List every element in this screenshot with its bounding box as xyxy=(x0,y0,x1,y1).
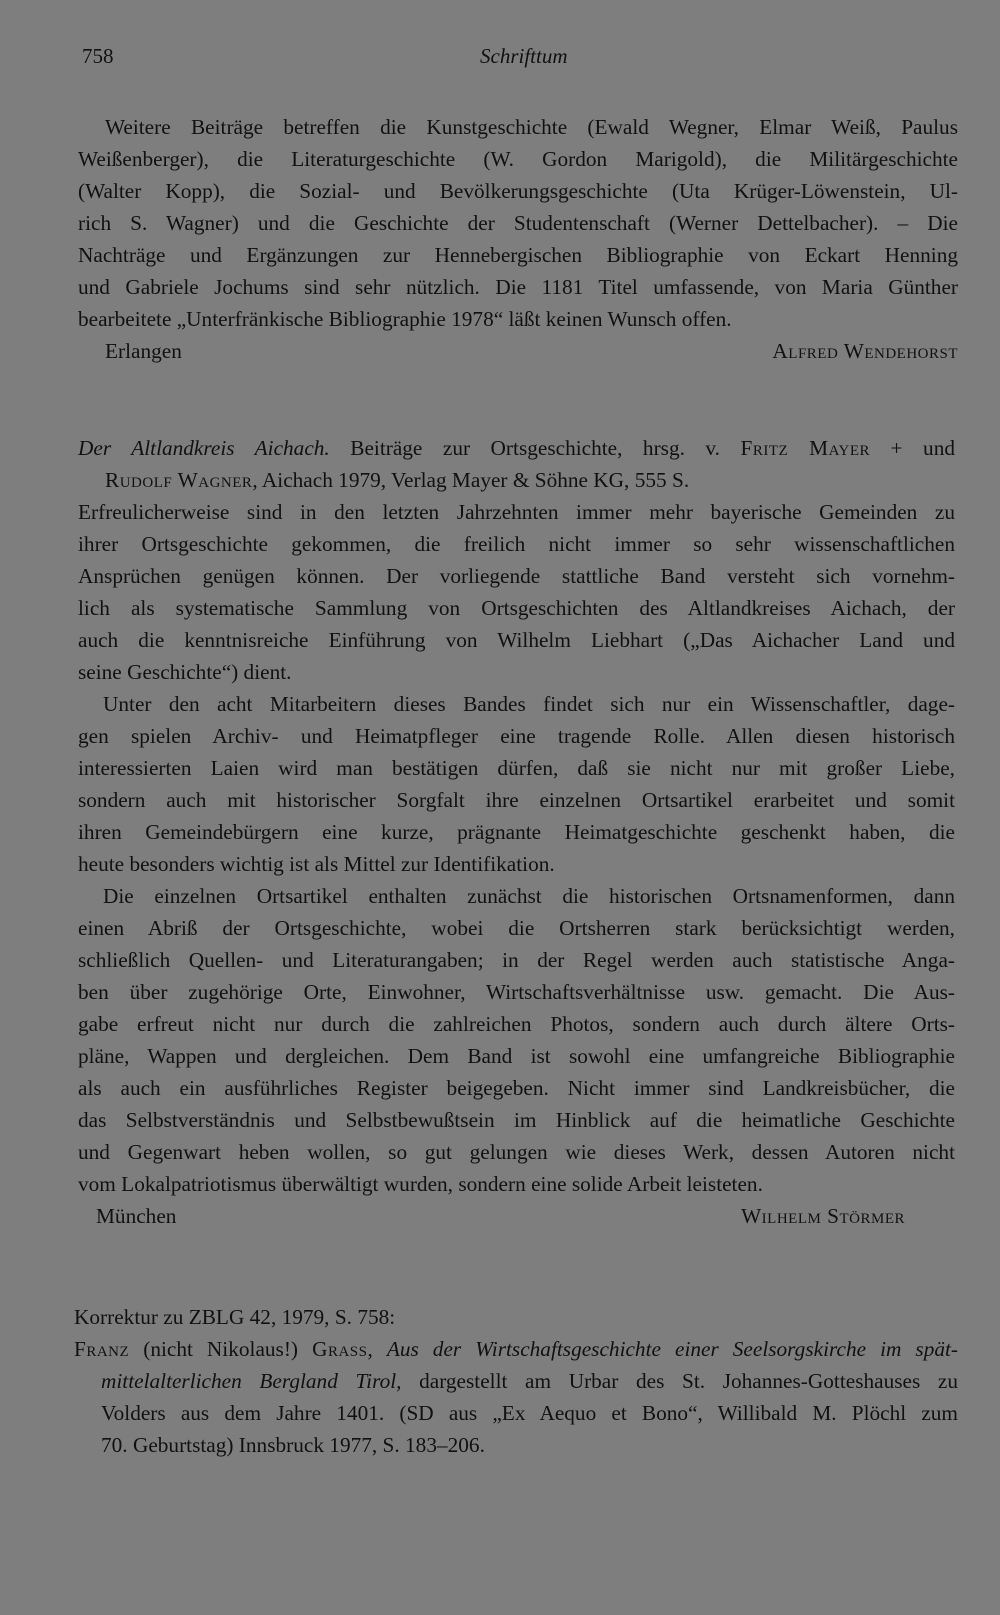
text-line: sondern auch mit historischer Sorgfalt ihre einzelnen Ortsartikel erarbeitet und somit xyxy=(78,788,955,812)
text-line: bearbeitete „Unterfränkische Bibliographie 1978“ läßt keinen Wunsch offen. xyxy=(78,307,732,331)
correction-line: Volders aus dem Jahre 1401. (SD aus „Ex Aequo et Bono“, Willibald M. Plöchl zum xyxy=(101,1401,958,1425)
text-line: schließlich Quellen- und Literaturangaben; in der Regel werden auch statistische Anga- xyxy=(78,948,955,972)
page-header xyxy=(82,44,568,74)
text-line: seine Geschichte“) dient. xyxy=(78,660,292,684)
correction-line: mittelalterlichen Bergland Tirol, dargestellt am Urbar des St. Johannes-Gotteshauses zu xyxy=(101,1369,958,1393)
text-line: Die einzelnen Ortsartikel enthalten zunächst die historischen Ortsnamenformen, dann xyxy=(103,884,955,908)
bibliographic-entry-line-2: Rudolf Wagner, Aichach 1979, Verlag Mayer & Söhne KG, 555 S. xyxy=(105,468,690,492)
text-line: (Walter Kopp), die Sozial- und Bevölkerungsgeschichte (Uta Krüger-Löwenstein, Ul- xyxy=(78,179,958,203)
text-line: als auch ein ausführliches Register beigegeben. Nicht immer sind Landkreisbücher, die xyxy=(78,1076,955,1100)
review-author: Wilhelm Störmer xyxy=(741,1204,905,1228)
text-line: ihrer Ortsgeschichte gekommen, die freilich nicht immer so sehr wissenschaftlichen xyxy=(78,532,955,556)
correction-line: Franz (nicht Nikolaus!) Grass, Aus der Wirtschaftsgeschichte einer Seelsorgskirche im spät- xyxy=(74,1337,958,1361)
text-line: vom Lokalpatriotismus überwältigt wurden, sondern eine solide Arbeit leisteten. xyxy=(78,1172,763,1196)
review-place: München xyxy=(96,1204,177,1228)
running-title: Schrifttum xyxy=(480,44,568,68)
page-number: 758 xyxy=(82,44,114,68)
text-line: interessierten Laien wird man bestätigen dürfen, daß sie nicht nur mit großer Liebe, xyxy=(78,756,955,780)
correction-heading: Korrektur zu ZBLG 42, 1979, S. 758: xyxy=(74,1305,396,1329)
text-line: gen spielen Archiv- und Heimatpfleger eine tragende Rolle. Allen diesen historisch xyxy=(78,724,955,748)
text-line: Ansprüchen genügen können. Der vorliegende stattliche Band versteht sich vornehm- xyxy=(78,564,955,588)
review-place: Erlangen xyxy=(105,339,182,363)
text-line: einen Abriß der Ortsgeschichte, wobei die Ortsherren stark berücksichtigt werden, xyxy=(78,916,955,940)
text-line: das Selbstverständnis und Selbstbewußtsein im Hinblick auf die heimatliche Geschichte xyxy=(78,1108,955,1132)
work-title: Aus der Wirtschaftsgeschichte einer Seelsorgskirche im spät- xyxy=(386,1337,958,1361)
text-line: gabe erfreut nicht nur durch die zahlreichen Photos, sondern auch durch ältere Orts- xyxy=(78,1012,955,1036)
work-title: mittelalterlichen Bergland Tirol, xyxy=(101,1369,402,1393)
text-line: pläne, Wappen und dergleichen. Dem Band ist sowohl eine umfangreiche Bibliographie xyxy=(78,1044,955,1068)
text-line: Erfreulicherweise sind in den letzten Jahrzehnten immer mehr bayerische Gemeinden zu xyxy=(78,500,955,524)
text-line: lich als systematische Sammlung von Ortsgeschichten des Altlandkreises Aichach, der xyxy=(78,596,955,620)
text-line: Weißenberger), die Literaturgeschichte (W. Gordon Marigold), die Militärgeschichte xyxy=(78,147,958,171)
text-line: ben über zugehörige Orte, Einwohner, Wirtschaftsverhältnisse usw. gemacht. Die Aus- xyxy=(78,980,955,1004)
text-line: ihren Gemeindebürgern eine kurze, prägnante Heimatgeschichte geschenkt haben, die xyxy=(78,820,955,844)
text-line: heute besonders wichtig ist als Mittel zur Identifikation. xyxy=(78,852,555,876)
book-title: Der Altlandkreis Aichach. xyxy=(78,436,330,460)
text-line: und Gabriele Jochums sind sehr nützlich. Die 1181 Titel umfassende, von Maria Günther xyxy=(78,275,958,299)
bibliographic-entry-line-1: Der Altlandkreis Aichach. Beiträge zur Ortsgeschichte, hrsg. v. Fritz Mayer + und xyxy=(78,436,955,460)
signature-row xyxy=(78,335,958,367)
text-line: Unter den acht Mitarbeitern dieses Bandes findet sich nur ein Wissenschaftler, dage- xyxy=(103,692,955,716)
text-line: rich S. Wagner) und die Geschichte der Studentenschaft (Werner Dettelbacher). – Die xyxy=(78,211,958,235)
correction-note xyxy=(74,1301,958,1461)
review-stoermer xyxy=(78,432,955,1232)
text-line: Nachträge und Ergänzungen zur Hennebergischen Bibliographie von Eckart Henning xyxy=(78,243,958,267)
editor-name: Fritz Mayer xyxy=(740,436,871,460)
correction-line: 70. Geburtstag) Innsbruck 1977, S. 183–206. xyxy=(101,1433,485,1457)
text-line: Weitere Beiträge betreffen die Kunstgeschichte (Ewald Wegner, Elmar Weiß, Paulus xyxy=(105,115,958,139)
signature-row xyxy=(78,1200,955,1232)
review-author: Alfred Wendehorst xyxy=(772,339,958,363)
review-wendehorst xyxy=(78,111,958,367)
text-line: auch die kenntnisreiche Einführung von Wilhelm Liebhart („Das Aichacher Land und xyxy=(78,628,955,652)
text-line: und Gegenwart heben wollen, so gut gelungen wie dieses Werk, dessen Autoren nicht xyxy=(78,1140,955,1164)
editor-name: Rudolf Wagner xyxy=(105,468,253,492)
